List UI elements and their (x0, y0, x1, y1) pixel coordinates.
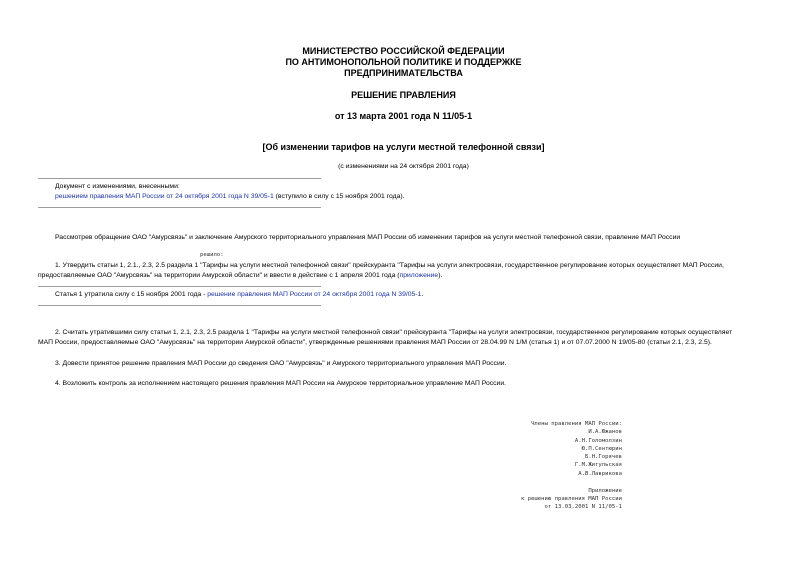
item-1-text: предоставляемые ОАО "Амурсвязь" на территории Амурской области" и ввести в действие с 1 апреля 2001 года ( (38, 272, 400, 279)
item-1-line-1: 1. Утвердить статьи 1, 2.1., 2.3, 2.5 раздела 1 "Тарифы на услуги местной телефонной связи" прейскуранта "Тарифы на услуги электросвязи, государственное регулирование которых осуществляет МАП России, (55, 262, 724, 269)
changes-bottom-rule (38, 207, 321, 208)
document-title: [Об изменении тарифов на услуги местной телефонной связи] (262, 142, 545, 152)
appendix-heading: Приложение (588, 488, 622, 494)
changes-top-rule (38, 178, 321, 179)
signatures-heading: Члены правления МАП России: (531, 421, 622, 427)
note-top-rule (38, 286, 321, 287)
item-2-line-2: МАП России, предоставляемые ОАО "Амурсвязь" на территории Амурской области", утвержденные решениями правления МАП России от 28.04.99 N 1/М (статья 1) и от 07.07.2000 N 19/05-80 (статьи 2.1, 2.3, 2.5). (38, 339, 712, 346)
preamble: Рассмотрев обращение ОАО "Амурсвязь" и заключение Амурского территориального управления МАП России об изменении тарифов на услуги местной телефонной связи, правление МАП России (55, 234, 681, 241)
note-bottom-rule (38, 305, 321, 306)
note-text: Статья 1 утратила силу с 15 ноября 2001 года - (55, 291, 208, 298)
signature-name: Г.М.Житульская (574, 462, 622, 468)
document-type: РЕШЕНИЕ ПРАВЛЕНИЯ (351, 90, 456, 100)
changes-intro: Документ с изменениями, внесенными: (55, 183, 180, 190)
article-1-note (55, 290, 423, 299)
appendix-date: от 13.03.2001 N 11/05-1 (544, 504, 622, 510)
signature-name: А.Н.Голомолзин (574, 438, 622, 444)
document-date-number: от 13 марта 2001 года N 11/05-1 (334, 111, 473, 121)
item-2-line-1: 2. Считать утратившими силу статьи 1, 2.1, 2.3, 2.5 раздела 1 "Тарифы на услуги местной телефонной связи" прейскуранта "Тарифы на услуги электросвязи, государственное регулирование которых осуществляет (55, 329, 733, 336)
signature-name: Б.Н.Горячев (584, 454, 622, 460)
header-ministry-line2: ПО АНТИМОНОПОЛЬНОЙ ПОЛИТИКЕ И ПОДДЕРЖКЕ (285, 57, 522, 67)
changes-suffix: (вступило в силу с 15 ноября 2001 года). (273, 193, 405, 200)
item-3: 3. Довести принятое решение правления МАП России до сведения ОАО "Амурсвязь" и Амурского территориального управления МАП России. (55, 360, 507, 367)
amendment-note: (с изменениями на 24 октября 2001 года) (338, 163, 469, 170)
changes-link[interactable]: решением правления МАП России от 24 октября 2001 года N 39/05-1 (55, 193, 274, 200)
resolved-label: решило: (200, 252, 224, 258)
signature-name: А.В.Лаврикова (578, 471, 622, 477)
header-ministry-line3: ПРЕДПРИНИМАТЕЛЬСТВА (344, 68, 463, 78)
signature-name: И.А.Южанов (588, 429, 622, 435)
appendix-ref: к решению правления МАП России (520, 496, 622, 502)
header-ministry-line1: МИНИСТЕРСТВО РОССИЙСКОЙ ФЕДЕРАЦИИ (302, 46, 505, 56)
note-end: . (421, 291, 424, 298)
item-1-line-2 (38, 271, 442, 280)
changes-line (55, 192, 405, 201)
appendix-link[interactable]: приложение (399, 272, 439, 279)
note-link[interactable]: решение правления МАП России от 24 октября 2001 года N 39/05-1 (207, 291, 422, 298)
item-4: 4. Возложить контроль за исполнением настоящего решения правления МАП России на Амурское территориальное управление МАП России. (55, 380, 507, 387)
item-1-end: ). (438, 272, 443, 279)
signature-name: Ю.П.Сентюрин (581, 446, 622, 452)
